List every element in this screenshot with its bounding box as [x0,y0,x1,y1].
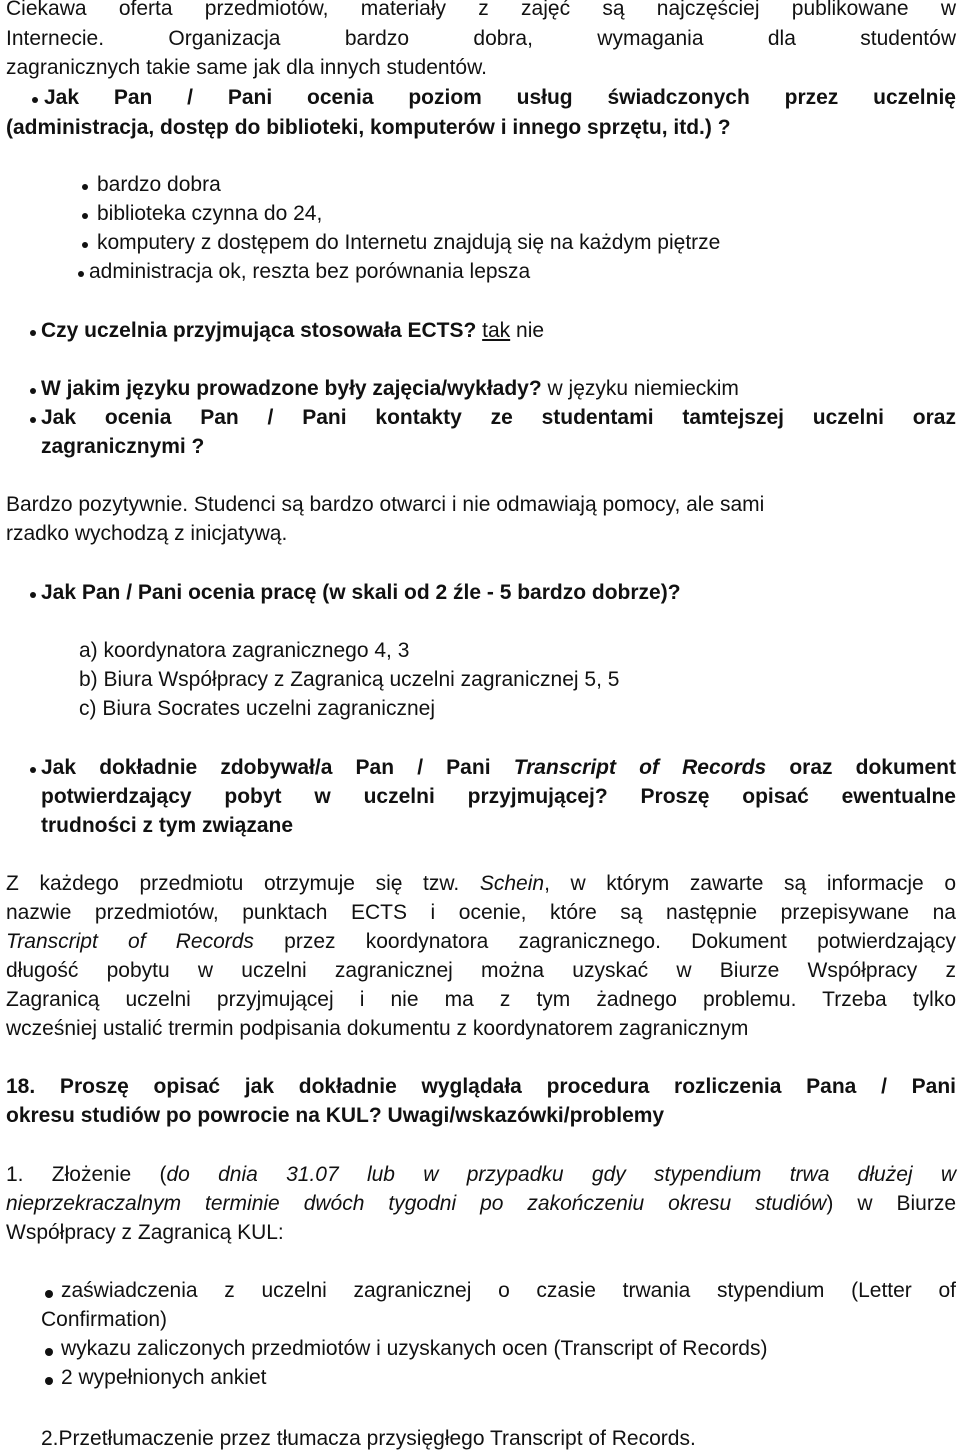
answer-transcript-line-6: wcześniej ustalić trermin podpisania dokumentu z koordynatorem zagranicznym [6,1017,749,1040]
step-1-item-2: wykazu zaliczonych przedmiotów i uzyskanych ocen (Transcript of Records) [61,1337,768,1360]
bullet-icon [45,1290,53,1298]
answer-services-1: bardzo dobra [97,173,221,196]
answer-transcript-line-3 [6,927,956,956]
question-transcript-line-2: potwierdzający pobyt w uczelni przyjmującej? Proszę opisać ewentualne [41,785,956,808]
question-services-line-1: Jak Pan / Pani ocenia poziom usług świadczonych przez uczelnię [44,86,956,109]
question-contacts-line-2: zagranicznymi ? [41,435,205,458]
step-1-line-3: Współpracy z Zagranicą KUL: [6,1221,284,1244]
question-transcript-text-a: Jak dokładnie zdobywał/a Pan / Pani [41,756,491,779]
answer-services-3: komputery z dostępem do Internetu znajdują się na każdym piętrze [97,231,721,254]
bullet-icon [30,388,36,394]
question-transcript-line-3: trudności z tym związane [41,814,294,837]
answer-transcript-line-1 [6,869,956,898]
intro-line-2: Internecie. Organizacja bardzo dobra, wymagania dla studentów [6,27,956,50]
rating-item-b: b) Biura Współpracy z Zagranicą uczelni zagranicznej 5, 5 [79,668,620,691]
step-1-item-1-line-1: zaświadczenia z uczelni zagranicznej o czasie trwania stypendium (Letter of [61,1279,956,1302]
answer-transcript-text-c: przez koordynatora zagranicznego. Dokument potwierdzający [284,930,956,953]
rating-item-a: a) koordynatora zagranicznego 4, 3 [79,639,410,662]
question-ects-text: Czy uczelnia przyjmująca stosowała ECTS? [41,319,477,342]
step-1-item-3: 2 wypełnionych ankiet [61,1366,267,1389]
bullet-icon [32,97,38,103]
step-1-line-1 [6,1160,956,1189]
question-rating: Jak Pan / Pani ocenia pracę (w skali od 2 źle - 5 bardzo dobrze)? [41,581,681,604]
answer-contacts-line-1: Bardzo pozytywnie. Studenci są bardzo otwarci i nie odmawiają pomocy, ale sami [6,493,765,516]
answer-services-2: biblioteka czynna do 24, [97,202,323,225]
answer-transcript-text-b: , w którym zawarte są informacje o [544,872,956,895]
step-1-italic-b: nieprzekraczalnym terminie dwóch tygodni po zakończeniu okresu studiów [6,1192,827,1215]
answer-transcript-italic-tor: Transcript of Records [6,930,254,953]
answer-transcript-line-5: Zagranicą uczelni przyjmującej i nie ma z tym żadnego problemu. Trzeba tylko [6,988,956,1011]
answer-transcript-line-2: nazwie przedmiotów, punktach ECTS i ocenie, które są następnie przepisywane na [6,901,956,924]
intro-line-3: zagranicznych takie same jak dla innych studentów. [6,56,487,79]
intro-line-1: Ciekawa oferta przedmiotów, materiały z zajęć są najczęściej publikowane w [6,0,956,20]
step-1-text-b: ) w Biurze [826,1192,956,1215]
bullet-icon [30,417,36,423]
step-1-item-1-line-2: Confirmation) [41,1308,168,1331]
question-language-text: W jakim języku prowadzone były zajęcia/wykłady? [41,377,542,400]
bullet-icon [45,1377,53,1385]
question-language [41,374,739,403]
answer-language: w języku niemieckim [547,377,739,400]
bullet-icon [30,767,36,773]
bullet-icon [78,271,84,277]
bullet-icon [82,184,88,190]
question-transcript-text-b: oraz dokument [789,756,956,779]
question-transcript-line-1 [41,753,956,782]
answer-transcript-text-a: Z każdego przedmiotu otrzymuje się tzw. [6,872,460,895]
answer-ects-tak: tak [482,319,511,342]
step-2: 2.Przetłumaczenie przez tłumacza przysięgłego Transcript of Records. [41,1427,696,1450]
step-1-text-a: 1. Złożenie ( [6,1163,167,1186]
bullet-icon [30,330,36,336]
answer-services-4: administracja ok, reszta bez porównania lepsza [89,260,531,283]
bullet-icon [82,213,88,219]
question-services-line-2: (administracja, dostęp do biblioteki, komputerów i innego sprzętu, itd.) ? [6,116,731,139]
question-contacts-line-1: Jak ocenia Pan / Pani kontakty ze studentami tamtejszej uczelni oraz [41,406,956,429]
step-1-line-2 [6,1189,956,1218]
answer-transcript-line-4: długość pobytu w uczelni zagranicznej można uzyskać w Biurze Współpracy z [6,959,956,982]
answer-contacts-line-2: rzadko wychodzą z inicjatywą. [6,522,288,545]
answer-ects-nie: nie [516,319,545,342]
question-18-line-2: okresu studiów po powrocie na KUL? Uwagi/wskazówki/problemy [6,1104,665,1127]
question-18-line-1: 18. Proszę opisać jak dokładnie wyglądała procedura rozliczenia Pana / Pani [6,1075,956,1098]
bullet-icon [30,592,36,598]
answer-transcript-italic-schein: Schein [479,872,545,895]
bullet-icon [82,242,88,248]
bullet-icon [45,1348,53,1356]
step-1-italic-a: do dnia 31.07 lub w przypadku gdy stypendium trwa dłużej w [166,1163,956,1186]
rating-item-c: c) Biura Socrates uczelni zagranicznej [79,697,435,720]
question-transcript-italic: Transcript of Records [513,756,767,779]
question-ects [41,316,544,345]
